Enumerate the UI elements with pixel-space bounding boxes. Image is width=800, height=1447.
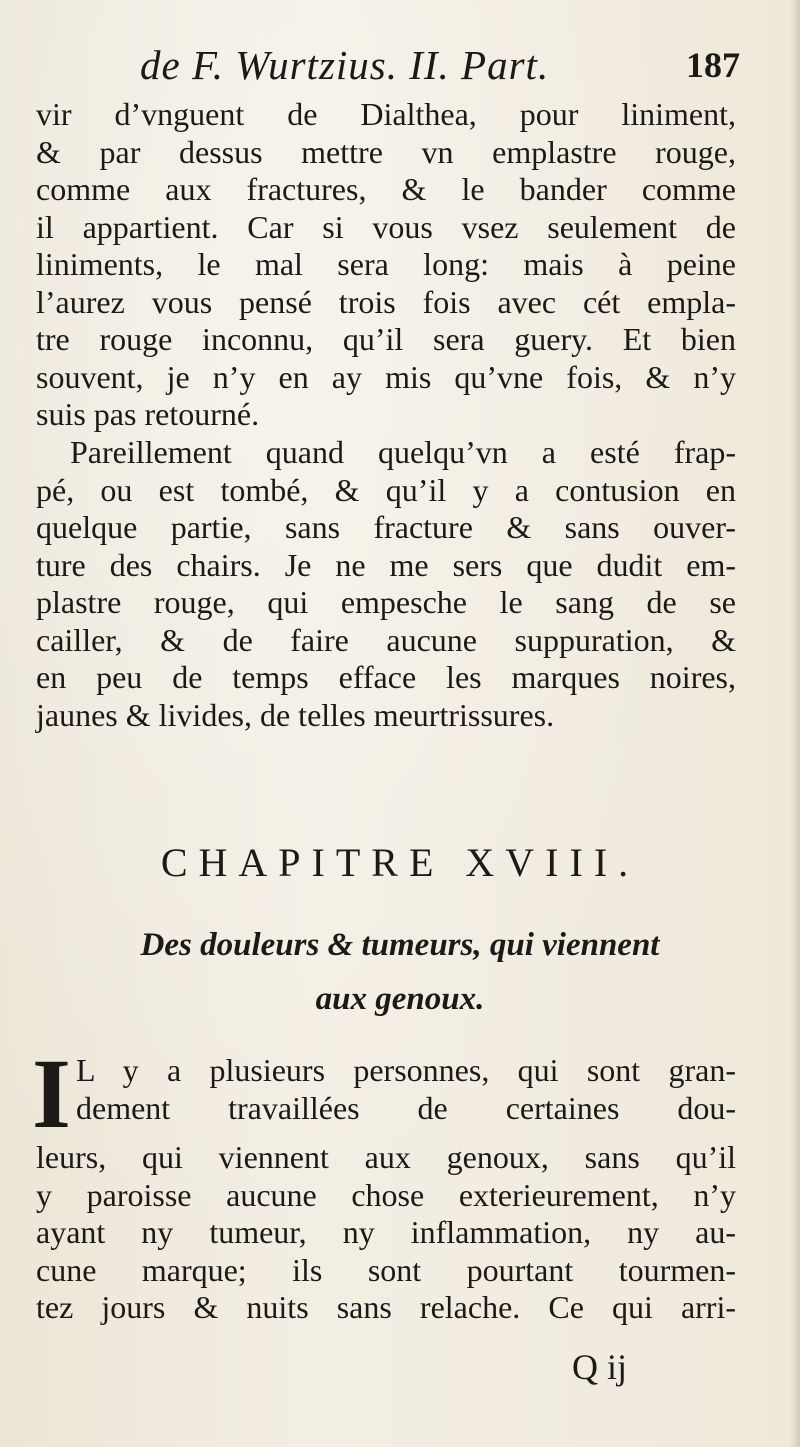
chapter-subtitle [60,918,740,1026]
text-line: quelque partie, sans fracture & sans ouver- [36,509,736,545]
running-head-title: de F. Wurtzius. II. Part. [140,42,550,88]
drop-cap: I [32,1038,71,1149]
text-line: pé, ou est tombé, & qu’il y a contusion en [36,471,736,508]
text-line: dement travaillées de certaines dou- [76,1089,736,1126]
chapter-subtitle-line: Des douleurs & tumeurs, qui viennent [140,927,660,963]
text-line: tre rouge inconnu, qu’il sera guery. Et bien [36,321,736,357]
paragraph-3 [36,1139,736,1327]
text-line: liniments, le mal sera long: mais à peine [36,246,736,282]
text-line: Pareillement quand quelqu’vn a esté frap- [70,434,736,470]
text-line: leurs, qui viennent aux genoux, sans qu’il [36,1139,736,1175]
text-line: & par dessus mettre vn emplastre rouge, [36,133,736,170]
text-line: ayant ny tumeur, ny inflammation, ny au- [36,1214,736,1250]
chapter-heading: CHAPITRE XVIII. [160,840,640,885]
page-number: 187 [686,45,740,85]
running-head [0,38,800,92]
text-line: souvent, je n’y en ay mis qu’vne fois, & n’y [36,358,736,395]
signature-mark: Q ij [571,1347,627,1387]
text-line: vir d’vnguent de Dialthea, pour liniment, [36,96,736,132]
text-line: comme aux fractures, & le bander comme [36,171,736,207]
text-line: tez jours & nuits sans relache. Ce qui arri- [36,1289,736,1325]
text-line: L y a plusieurs personnes, qui sont gran- [76,1052,736,1088]
text-line: l’aurez vous pensé trois fois avec cét empla- [36,283,736,320]
paragraph-3-opening [76,1052,736,1127]
text-line: en peu de temps efface les marques noires, [36,659,736,695]
text-line: y paroisse aucune chose exterieurement, n’y [36,1176,736,1213]
text-line: plastre rouge, qui empesche le sang de se [36,584,736,620]
paragraph-2 [36,434,736,734]
text-line: suis pas retourné. [36,396,260,432]
text-line: jaunes & livides, de telles meurtrissures. [36,696,555,733]
chapter-subtitle-line: aux genoux. [315,981,485,1017]
text-line: il appartient. Car si vous vsez seulement de [36,208,736,245]
text-line: cailler, & de faire aucune suppuration, & [36,621,736,658]
text-line: cune marque; ils sont pourtant tourmen- [36,1251,736,1288]
paragraph-1 [36,96,736,434]
text-line: ture des chairs. Je ne me sers que dudit em- [36,546,736,583]
